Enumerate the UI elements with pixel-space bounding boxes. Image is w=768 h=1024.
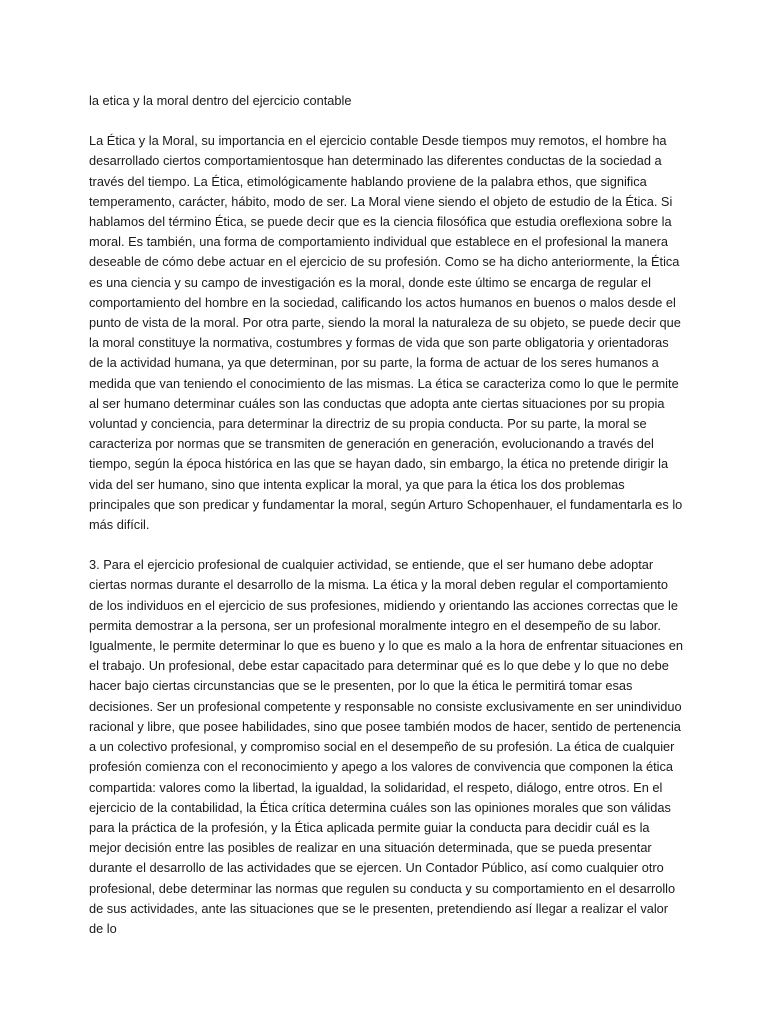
paragraph-ejercicio-profesional: 3. Para el ejercicio profesional de cualquier actividad, se entiende, que el ser humano debe adoptar ciertas normas durante el desarrollo de la misma. La ética y la moral deben regular el comportamiento de los individuos en el ejercicio de sus profesiones, midiendo y orientando las acciones correctas que le permita demostrar a la persona, ser un profesional moralmente integro en el desempeño de su labor. Igualmente, le permite determinar lo que es bueno y lo que es malo a la hora de enfrentar situaciones en el trabajo. Un profesional, debe estar capacitado para determinar qué es lo que debe y lo que no debe hacer bajo ciertas circunstancias que se le presenten, por lo que la ética le permitirá tomar esas decisiones. Ser un profesional competente y responsable no consiste exclusivamente en ser unindividuo racional y libre, que posee habilidades, sino que posee también modos de hacer, sentido de pertenencia a un colectivo profesional, y compromiso social en el desempeño de su profesión. La ética de cualquier profesión comienza con el reconocimiento y apego a los valores de convivencia que componen la ética compartida: valores como la libertad, la igualdad, la solidaridad, el respeto, diálogo, entre otros. En el ejercicio de la contabilidad, la Ética crítica determina cuáles son las opiniones morales que son válidas para la práctica de la profesión, y la Ética aplicada permite guiar la conducta para decidir cuál es la mejor decisión entre las posibles de realizar en una situación determinada, que se pueda presentar durante el desarrollo de las actividades que se ejercen. Un Contador Público, así como cualquier otro profesional, debe determinar las normas que regulen su conducta y su comportamiento en el desarrollo de sus actividades, ante las situaciones que se le presenten, pretendiendo así llegar a realizar el valor de lo — [89, 557, 683, 936]
document-page — [89, 91, 683, 959]
document-title: la etica y la moral dentro del ejercicio contable — [89, 93, 352, 108]
paragraph-etica-moral: La Ética y la Moral, su importancia en el ejercicio contable Desde tiempos muy remotos, el hombre ha desarrollado ciertos comportamientosque han determinado las diferentes conductas de la sociedad a través del tiempo. La Ética, etimológicamente hablando proviene de la palabra ethos, que significa temperamento, carácter, hábito, modo de ser. La Moral viene siendo el objeto de estudio de la Ética. Si hablamos del término Ética, se puede decir que es la ciencia filosófica que estudia oreflexiona sobre la moral. Es también, una forma de comportamiento individual que establece en el profesional la manera deseable de cómo debe actuar en el ejercicio de su profesión. Como se ha dicho anteriormente, la Ética es una ciencia y su campo de investigación es la moral, donde este último se encarga de regular el comportamiento del hombre en la sociedad, calificando los actos humanos en buenos o malos desde el punto de vista de la moral. Por otra parte, siendo la moral la naturaleza de su objeto, se puede decir que la moral constituye la normativa, costumbres y formas de vida que son parte obligatoria y orientadoras de la actividad humana, ya que determinan, por su parte, la forma de actuar de los seres humanos a medida que van teniendo el conocimiento de las mismas. La ética se caracteriza como lo que le permite al ser humano determinar cuáles son las conductas que adopta ante ciertas situaciones por su propia voluntad y conciencia, para determinar la directriz de su propia conducta. Por su parte, la moral se caracteriza por normas que se transmiten de generación en generación, evolucionando a través del tiempo, según la época histórica en las que se hayan dado, sin embargo, la ética no pretende dirigir la vida del ser humano, sino que intenta explicar la moral, ya que para la ética los dos problemas principales que son predicar y fundamentar la moral, según Arturo Schopenhauer, el fundamentarla es lo más difícil. — [89, 133, 683, 533]
